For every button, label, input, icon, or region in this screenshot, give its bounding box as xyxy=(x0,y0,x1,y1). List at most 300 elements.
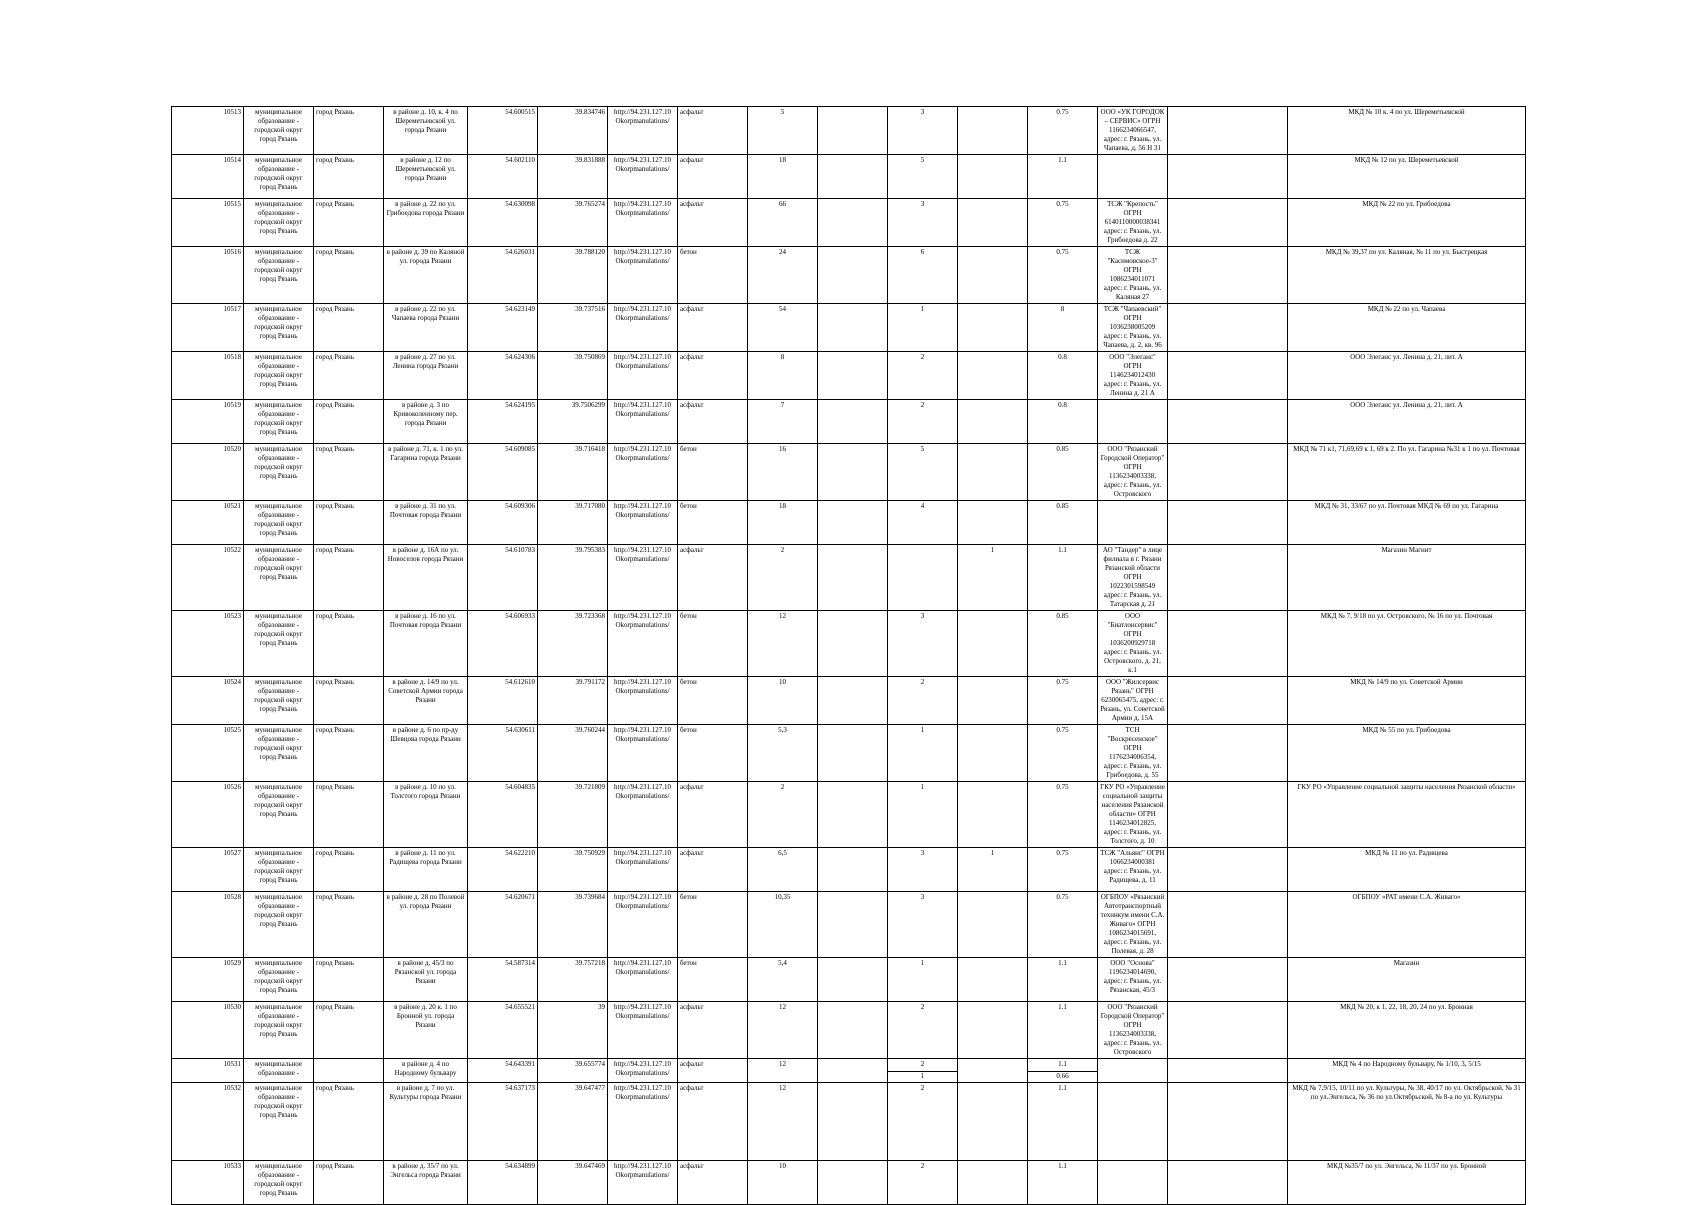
owner-cell: ООО "Основа" 1196234014690, адрес: г. Рязань, ул. Рязанская, 45/3 xyxy=(1098,958,1168,1002)
extra-container-cell xyxy=(958,892,1028,958)
longitude-cell: 39.737516 xyxy=(538,304,608,352)
area-cell: 10 xyxy=(748,1161,818,1205)
container-count-cell: 2 xyxy=(888,1161,958,1205)
source-cell: МКД № 11 по ул. Радищева xyxy=(1288,848,1526,892)
container-count-cell: 5 xyxy=(888,444,958,501)
extra-container-cell xyxy=(958,782,1028,848)
latitude-cell: 54.623149 xyxy=(468,304,538,352)
longitude-cell: 39.791172 xyxy=(538,677,608,725)
empty-cell xyxy=(1168,545,1288,611)
source-cell: ООО Элеганс ул. Ленина д. 21, лит. А xyxy=(1288,352,1526,400)
owner-cell: ООО "Рязанский Городской Оператор" ОГРН 1136234003338, адрес: г. Рязань, ул. Островского xyxy=(1098,444,1168,501)
table-row xyxy=(172,1002,1526,1059)
volume-cell: 8 xyxy=(1028,304,1098,352)
site-id-cell: 10515 xyxy=(172,199,244,247)
address-cell: в районе д. 27 по ул. Ленина города Рязани xyxy=(384,352,468,400)
area-cell: 5,3 xyxy=(748,725,818,782)
latitude-cell: 54.606933 xyxy=(468,611,538,677)
volume-cell: 1.1 xyxy=(1028,1083,1098,1161)
site-id-cell: 10517 xyxy=(172,304,244,352)
latitude-cell: 54.643391 xyxy=(468,1059,538,1083)
empty-cell xyxy=(1168,1059,1288,1083)
municipality-cell: муниципальное образование - городской округ город Рязань xyxy=(244,400,314,444)
source-cell: МКД № 4 по Народному бульвару, № 1/10, 3, 5/15 xyxy=(1288,1059,1526,1083)
city-cell: город Рязань xyxy=(314,545,384,611)
area-cell: 2 xyxy=(748,545,818,611)
extra-container-cell xyxy=(958,352,1028,400)
empty-cell xyxy=(818,400,888,444)
surface-cell: бетон xyxy=(678,611,748,677)
url-cell: http://94.231.127.10 Okorpmanulations/ xyxy=(608,247,678,304)
surface-cell: асфальт xyxy=(678,400,748,444)
city-cell: город Рязань xyxy=(314,400,384,444)
container-count-cell: 2 xyxy=(888,1083,958,1161)
empty-cell xyxy=(818,444,888,501)
surface-cell: асфальт xyxy=(678,1002,748,1059)
surface-cell: асфальт xyxy=(678,352,748,400)
surface-cell: бетон xyxy=(678,501,748,545)
city-cell: город Рязань xyxy=(314,107,384,155)
empty-cell xyxy=(818,892,888,958)
site-id-cell: 10518 xyxy=(172,352,244,400)
municipality-cell: муниципальное образование - городской округ город Рязань xyxy=(244,892,314,958)
surface-cell: бетон xyxy=(678,892,748,958)
table-row xyxy=(172,725,1526,782)
municipality-cell: муниципальное образование - xyxy=(244,1059,314,1083)
url-cell: http://94.231.127.10 Okorpmanulations/ xyxy=(608,958,678,1002)
source-cell: МКД № 55 по ул. Грибоедова xyxy=(1288,725,1526,782)
url-cell: http://94.231.127.10 Okorpmanulations/ xyxy=(608,677,678,725)
empty-cell xyxy=(818,1161,888,1205)
site-id-cell: 10531 xyxy=(172,1059,244,1083)
area-cell: 12 xyxy=(748,1083,818,1161)
site-id-cell: 10520 xyxy=(172,444,244,501)
address-cell: в районе д. 35/7 по ул. Энгельса города Рязани xyxy=(384,1161,468,1205)
url-cell: http://94.231.127.10 Okorpmanulations/ xyxy=(608,782,678,848)
url-cell: http://94.231.127.10 Okorpmanulations/ xyxy=(608,1083,678,1161)
container-count-cell: 3 xyxy=(888,611,958,677)
owner-cell: ОГБПОУ «Рязанский Автотранспортный техникум имени С.А. Живаго» ОГРН 1086234015691, адрес: г. Рязань, ул. Полевая, д. 28 xyxy=(1098,892,1168,958)
volume-cell: 1.1 xyxy=(1028,1002,1098,1059)
empty-cell xyxy=(1168,304,1288,352)
empty-cell xyxy=(1168,848,1288,892)
table-row xyxy=(172,611,1526,677)
volume-cell: 0.8 xyxy=(1028,400,1098,444)
container-count-cell xyxy=(888,545,958,611)
container-count-cell: 1 xyxy=(888,782,958,848)
municipality-cell: муниципальное образование - городской округ город Рязань xyxy=(244,247,314,304)
longitude-cell: 39.723368 xyxy=(538,611,608,677)
owner-cell: ТСЖ "Крепость" ОГРН 6140110000038341 адрес: г. Рязань, ул. Грибоедова д. 22 xyxy=(1098,199,1168,247)
municipality-cell: муниципальное образование - городской округ город Рязань xyxy=(244,725,314,782)
longitude-cell: 39.647469 xyxy=(538,1161,608,1205)
site-id-cell: 10523 xyxy=(172,611,244,677)
latitude-cell: 54.626031 xyxy=(468,247,538,304)
empty-cell xyxy=(1168,958,1288,1002)
latitude-cell: 54.610783 xyxy=(468,545,538,611)
site-id-cell: 10529 xyxy=(172,958,244,1002)
source-cell: Магазин xyxy=(1288,958,1526,1002)
container-count-cell: 1 xyxy=(888,304,958,352)
address-cell: в районе д. 6 по пр-ду Шевцова города Рязани xyxy=(384,725,468,782)
extra-container-cell xyxy=(958,199,1028,247)
owner-cell: ООО "Рязанский Городской Оператор" ОГРН 1136234003338, адрес: г. Рязань, ул. Островского xyxy=(1098,1002,1168,1059)
empty-cell xyxy=(1168,501,1288,545)
city-cell: город Рязань xyxy=(314,892,384,958)
area-cell: 18 xyxy=(748,501,818,545)
empty-cell xyxy=(1168,782,1288,848)
municipality-cell: муниципальное образование - городской округ город Рязань xyxy=(244,1161,314,1205)
empty-cell xyxy=(1168,611,1288,677)
table-row xyxy=(172,1161,1526,1205)
owner-cell xyxy=(1098,400,1168,444)
empty-cell xyxy=(818,782,888,848)
waste-sites-table xyxy=(171,106,1526,1205)
source-cell: МКД № 22 по ул. Чапаева xyxy=(1288,304,1526,352)
empty-cell xyxy=(818,545,888,611)
empty-cell xyxy=(818,501,888,545)
address-cell: в районе д. 39 по Каляной ул. города Рязани xyxy=(384,247,468,304)
table-row xyxy=(172,444,1526,501)
latitude-cell: 54.604835 xyxy=(468,782,538,848)
volume-cell: 1.1 xyxy=(1028,545,1098,611)
volume-cell: 1.1 0.66 xyxy=(1028,1059,1098,1083)
area-cell: 16 xyxy=(748,444,818,501)
owner-cell: ООО "Жилсервис Рязань" ОГРН 6230065475, адрес: г. Рязань, ул. Советской Армии д. 15А xyxy=(1098,677,1168,725)
volume-cell: 0.75 xyxy=(1028,199,1098,247)
longitude-cell: 39.721809 xyxy=(538,782,608,848)
area-cell: 5,4 xyxy=(748,958,818,1002)
table-row xyxy=(172,782,1526,848)
owner-cell: ТСЖ "Чапаевский" ОГРН 1036238005209 адрес: г. Рязань, ул. Чапаева, д. 2, кв. 96 xyxy=(1098,304,1168,352)
container-count-cell: 2 xyxy=(888,677,958,725)
extra-container-cell xyxy=(958,1059,1028,1083)
source-cell: МКД № 7, 9/18 по ул. Островского, № 16 по ул. Почтовая xyxy=(1288,611,1526,677)
volume-cell: 0.85 xyxy=(1028,611,1098,677)
source-cell: ОГБПОУ «РАТ имени С.А. Живаго» xyxy=(1288,892,1526,958)
url-cell: http://94.231.127.10 Okorpmanulations/ xyxy=(608,155,678,199)
surface-cell: бетон xyxy=(678,247,748,304)
empty-cell xyxy=(1168,107,1288,155)
volume-cell: 0.75 xyxy=(1028,782,1098,848)
extra-container-cell xyxy=(958,400,1028,444)
extra-container-cell xyxy=(958,444,1028,501)
address-cell: в районе д. 16 по ул. Почтовая города Рязани xyxy=(384,611,468,677)
site-id-cell: 10521 xyxy=(172,501,244,545)
owner-cell: ТСЖ "Касимовское-3" ОГРН 1086234011071 адрес: г. Рязань, ул. Каляная 27 xyxy=(1098,247,1168,304)
owner-cell: ТСН "Воскресенское" ОГРН 1176234006354, адрес: г. Рязань, ул. Грибоедова, д. 55 xyxy=(1098,725,1168,782)
table-row xyxy=(172,501,1526,545)
site-id-cell: 10532 xyxy=(172,1083,244,1161)
city-cell xyxy=(314,1059,384,1083)
empty-cell xyxy=(1168,199,1288,247)
empty-cell xyxy=(1168,1083,1288,1161)
empty-cell xyxy=(818,725,888,782)
extra-container-cell xyxy=(958,304,1028,352)
municipality-cell: муниципальное образование - городской округ город Рязань xyxy=(244,304,314,352)
site-id-cell: 10519 xyxy=(172,400,244,444)
volume-cell: 0.75 xyxy=(1028,725,1098,782)
municipality-cell: муниципальное образование - городской округ город Рязань xyxy=(244,1083,314,1161)
area-cell: 54 xyxy=(748,304,818,352)
latitude-cell: 54.620671 xyxy=(468,892,538,958)
city-cell: город Рязань xyxy=(314,1083,384,1161)
surface-cell: асфальт xyxy=(678,782,748,848)
address-cell: в районе д. 10 по ул. Толстого города Рязани xyxy=(384,782,468,848)
empty-cell xyxy=(818,958,888,1002)
owner-cell: ООО "Биатлонсервис" ОГРН 1036200929718 адрес: г. Рязань, ул. Островского, д. 21, к.1 xyxy=(1098,611,1168,677)
volume-cell: 0.8 xyxy=(1028,352,1098,400)
source-cell: МКД № 39,37 по ул. Каляная, № 11 по ул. Быстрецкая xyxy=(1288,247,1526,304)
source-cell: МКД № 12 по ул. Шереметьевской xyxy=(1288,155,1526,199)
volume-cell: 0.75 xyxy=(1028,247,1098,304)
table-row xyxy=(172,892,1526,958)
url-cell: http://94.231.127.10 Okorpmanulations/ xyxy=(608,545,678,611)
address-cell: в районе д. 71, к. 1 по ул. Гагарина города Рязани xyxy=(384,444,468,501)
site-id-cell: 10526 xyxy=(172,782,244,848)
city-cell: город Рязань xyxy=(314,782,384,848)
volume-cell: 0.75 xyxy=(1028,848,1098,892)
empty-cell xyxy=(1168,677,1288,725)
latitude-cell: 54.602110 xyxy=(468,155,538,199)
longitude-cell: 39.739684 xyxy=(538,892,608,958)
table-row xyxy=(172,247,1526,304)
container-count-cell: 3 xyxy=(888,199,958,247)
latitude-cell: 54.622210 xyxy=(468,848,538,892)
table-row xyxy=(172,1083,1526,1161)
source-cell: МКД № 31, 33/67 по ул. Почтовая МКД № 69 по ул. Гагарина xyxy=(1288,501,1526,545)
area-cell: 8 xyxy=(748,352,818,400)
municipality-cell: муниципальное образование - городской округ город Рязань xyxy=(244,958,314,1002)
longitude-cell: 39.834746 xyxy=(538,107,608,155)
container-count-cell: 6 xyxy=(888,247,958,304)
table-row xyxy=(172,958,1526,1002)
city-cell: город Рязань xyxy=(314,199,384,247)
volume-cell: 1.1 xyxy=(1028,1161,1098,1205)
latitude-cell: 54.600515 xyxy=(468,107,538,155)
table-body xyxy=(172,107,1526,1205)
site-id-cell: 10533 xyxy=(172,1161,244,1205)
extra-container-cell xyxy=(958,1002,1028,1059)
latitude-cell: 54.612610 xyxy=(468,677,538,725)
empty-cell xyxy=(1168,725,1288,782)
latitude-cell: 54.624195 xyxy=(468,400,538,444)
container-count-cell: 4 xyxy=(888,501,958,545)
site-id-cell: 10525 xyxy=(172,725,244,782)
city-cell: город Рязань xyxy=(314,352,384,400)
extra-container-cell xyxy=(958,107,1028,155)
empty-cell xyxy=(818,677,888,725)
empty-cell xyxy=(1168,892,1288,958)
municipality-cell: муниципальное образование - городской округ город Рязань xyxy=(244,444,314,501)
url-cell: http://94.231.127.10 Okorpmanulations/ xyxy=(608,1161,678,1205)
surface-cell: асфальт xyxy=(678,1083,748,1161)
area-cell: 12 xyxy=(748,611,818,677)
area-cell: 12 xyxy=(748,1059,818,1083)
empty-cell xyxy=(818,611,888,677)
container-count-cell: 3 xyxy=(888,848,958,892)
empty-cell xyxy=(818,848,888,892)
municipality-cell: муниципальное образование - городской округ город Рязань xyxy=(244,107,314,155)
empty-cell xyxy=(1168,1161,1288,1205)
container-count-cell: 2 xyxy=(888,400,958,444)
municipality-cell: муниципальное образование - городской округ город Рязань xyxy=(244,1002,314,1059)
empty-cell xyxy=(1168,247,1288,304)
site-id-cell: 10527 xyxy=(172,848,244,892)
extra-container-cell xyxy=(958,247,1028,304)
empty-cell xyxy=(818,1083,888,1161)
site-id-cell: 10516 xyxy=(172,247,244,304)
container-count-cell: 1 xyxy=(888,725,958,782)
owner-cell xyxy=(1098,1083,1168,1161)
surface-cell: асфальт xyxy=(678,199,748,247)
url-cell: http://94.231.127.10 Okorpmanulations/ xyxy=(608,444,678,501)
container-count-cell: 2 1 xyxy=(888,1059,958,1083)
address-cell: в районе д. 22 по ул. Чапаева города Рязани xyxy=(384,304,468,352)
table-row xyxy=(172,545,1526,611)
url-cell: http://94.231.127.10 Okorpmanulations/ xyxy=(608,304,678,352)
longitude-cell: 39.757218 xyxy=(538,958,608,1002)
city-cell: город Рязань xyxy=(314,155,384,199)
longitude-cell: 39.647477 xyxy=(538,1083,608,1161)
longitude-cell: 39.7506299 xyxy=(538,400,608,444)
area-cell: 10 xyxy=(748,677,818,725)
address-cell: в районе д. 4 по Народному бульвару xyxy=(384,1059,468,1083)
table-row xyxy=(172,304,1526,352)
table-row xyxy=(172,107,1526,155)
url-cell: http://94.231.127.10 Okorpmanulations/ xyxy=(608,611,678,677)
url-cell: http://94.231.127.10 Okorpmanulations/ xyxy=(608,352,678,400)
city-cell: город Рязань xyxy=(314,677,384,725)
source-cell: МКД № 22 по ул. Грибоедова xyxy=(1288,199,1526,247)
url-cell: http://94.231.127.10 Okorpmanulations/ xyxy=(608,1059,678,1083)
table-row xyxy=(172,155,1526,199)
city-cell: город Рязань xyxy=(314,1161,384,1205)
volume-cell: 1.1 xyxy=(1028,155,1098,199)
area-cell: 12 xyxy=(748,1002,818,1059)
longitude-cell: 39.655774 xyxy=(538,1059,608,1083)
surface-cell: асфальт xyxy=(678,545,748,611)
volume-cell: 0.85 xyxy=(1028,444,1098,501)
empty-cell xyxy=(818,107,888,155)
owner-cell xyxy=(1098,501,1168,545)
container-count-cell: 2 xyxy=(888,352,958,400)
surface-cell: асфальт xyxy=(678,304,748,352)
longitude-cell: 39.788120 xyxy=(538,247,608,304)
longitude-cell: 39.750929 xyxy=(538,848,608,892)
url-cell: http://94.231.127.10 Okorpmanulations/ xyxy=(608,848,678,892)
area-cell: 6,5 xyxy=(748,848,818,892)
owner-cell: ГКУ РО «Управление социальной защиты населения Рязанской области» ОГРН 1146234012825, адрес: г. Рязань, ул. Толстого, д. 10 xyxy=(1098,782,1168,848)
city-cell: город Рязань xyxy=(314,958,384,1002)
area-cell: 5 xyxy=(748,107,818,155)
owner-cell: ООО "Элеганс" ОГРН 1146234012430 адрес: г. Рязань, ул. Ленина д. 21 А xyxy=(1098,352,1168,400)
municipality-cell: муниципальное образование - городской округ город Рязань xyxy=(244,677,314,725)
source-cell: ГКУ РО «Управление социальной защиты населения Рязанской области» xyxy=(1288,782,1526,848)
municipality-cell: муниципальное образование - городской округ город Рязань xyxy=(244,545,314,611)
longitude-cell: 39.716418 xyxy=(538,444,608,501)
container-count-cell: 3 xyxy=(888,892,958,958)
area-cell: 24 xyxy=(748,247,818,304)
city-cell: город Рязань xyxy=(314,1002,384,1059)
surface-cell: бетон xyxy=(678,958,748,1002)
latitude-cell: 54.609306 xyxy=(468,501,538,545)
empty-cell xyxy=(818,352,888,400)
source-cell: МКД №35/7 по ул. Энгельса, № 11/37 по ул. Бронной xyxy=(1288,1161,1526,1205)
longitude-cell: 39.831888 xyxy=(538,155,608,199)
site-id-cell: 10513 xyxy=(172,107,244,155)
address-cell: в районе д. 14/9 по ул. Советской Армии города Рязани xyxy=(384,677,468,725)
area-cell: 7 xyxy=(748,400,818,444)
empty-cell xyxy=(818,1059,888,1083)
volume-cell: 0.75 xyxy=(1028,892,1098,958)
site-id-cell: 10522 xyxy=(172,545,244,611)
extra-container-cell xyxy=(958,155,1028,199)
address-cell: в районе д. 16А по ул. Новоселов города Рязани xyxy=(384,545,468,611)
latitude-cell: 54.609085 xyxy=(468,444,538,501)
container-count-cell: 3 xyxy=(888,107,958,155)
latitude-cell: 54.637173 xyxy=(468,1083,538,1161)
owner-cell: ТСЖ "Альянс" ОГРН 1066234000381 адрес: г. Рязань, ул. Радищева, д. 11 xyxy=(1098,848,1168,892)
address-cell: в районе д. 31 по ул. Почтовая города Рязани xyxy=(384,501,468,545)
source-cell: МКД № 14/9 по ул. Советской Армии xyxy=(1288,677,1526,725)
empty-cell xyxy=(1168,1002,1288,1059)
municipality-cell: муниципальное образование - городской округ город Рязань xyxy=(244,155,314,199)
site-id-cell: 10514 xyxy=(172,155,244,199)
address-cell: в районе д. 10, к. 4 по Шереметьевской ул. города Рязани xyxy=(384,107,468,155)
latitude-cell: 54.587314 xyxy=(468,958,538,1002)
longitude-cell: 39 xyxy=(538,1002,608,1059)
surface-cell: асфальт xyxy=(678,107,748,155)
longitude-cell: 39.717080 xyxy=(538,501,608,545)
container-count-cell: 2 xyxy=(888,1002,958,1059)
site-id-cell: 10530 xyxy=(172,1002,244,1059)
municipality-cell: муниципальное образование - городской округ город Рязань xyxy=(244,611,314,677)
owner-cell xyxy=(1098,1161,1168,1205)
empty-cell xyxy=(1168,155,1288,199)
table-row xyxy=(172,352,1526,400)
address-cell: в районе д. 28 по Полевой ул. города Рязани xyxy=(384,892,468,958)
longitude-cell: 39.765274 xyxy=(538,199,608,247)
empty-cell xyxy=(818,247,888,304)
latitude-cell: 54.630098 xyxy=(468,199,538,247)
municipality-cell: муниципальное образование - городской округ город Рязань xyxy=(244,782,314,848)
latitude-cell: 54.630611 xyxy=(468,725,538,782)
extra-container-cell xyxy=(958,958,1028,1002)
table-row xyxy=(172,400,1526,444)
area-cell: 66 xyxy=(748,199,818,247)
url-cell: http://94.231.127.10 Okorpmanulations/ xyxy=(608,892,678,958)
extra-container-cell xyxy=(958,611,1028,677)
owner-cell xyxy=(1098,155,1168,199)
table-row xyxy=(172,677,1526,725)
surface-cell: асфальт xyxy=(678,848,748,892)
empty-cell xyxy=(818,304,888,352)
municipality-cell: муниципальное образование - городской округ город Рязань xyxy=(244,848,314,892)
city-cell: город Рязань xyxy=(314,247,384,304)
longitude-cell: 39.750869 xyxy=(538,352,608,400)
url-cell: http://94.231.127.10 Okorpmanulations/ xyxy=(608,400,678,444)
source-cell: МКД № 20, к 1, 22, 18, 20, 24 по ул. Бронная xyxy=(1288,1002,1526,1059)
latitude-cell: 54.634899 xyxy=(468,1161,538,1205)
city-cell: город Рязань xyxy=(314,501,384,545)
extra-container-cell xyxy=(958,1161,1028,1205)
source-cell: Магазин Магнит xyxy=(1288,545,1526,611)
site-id-cell: 10528 xyxy=(172,892,244,958)
surface-cell: асфальт xyxy=(678,1059,748,1083)
surface-cell: асфальт xyxy=(678,1161,748,1205)
address-cell: в районе д. 22 по ул. Грибоедова города Рязани xyxy=(384,199,468,247)
